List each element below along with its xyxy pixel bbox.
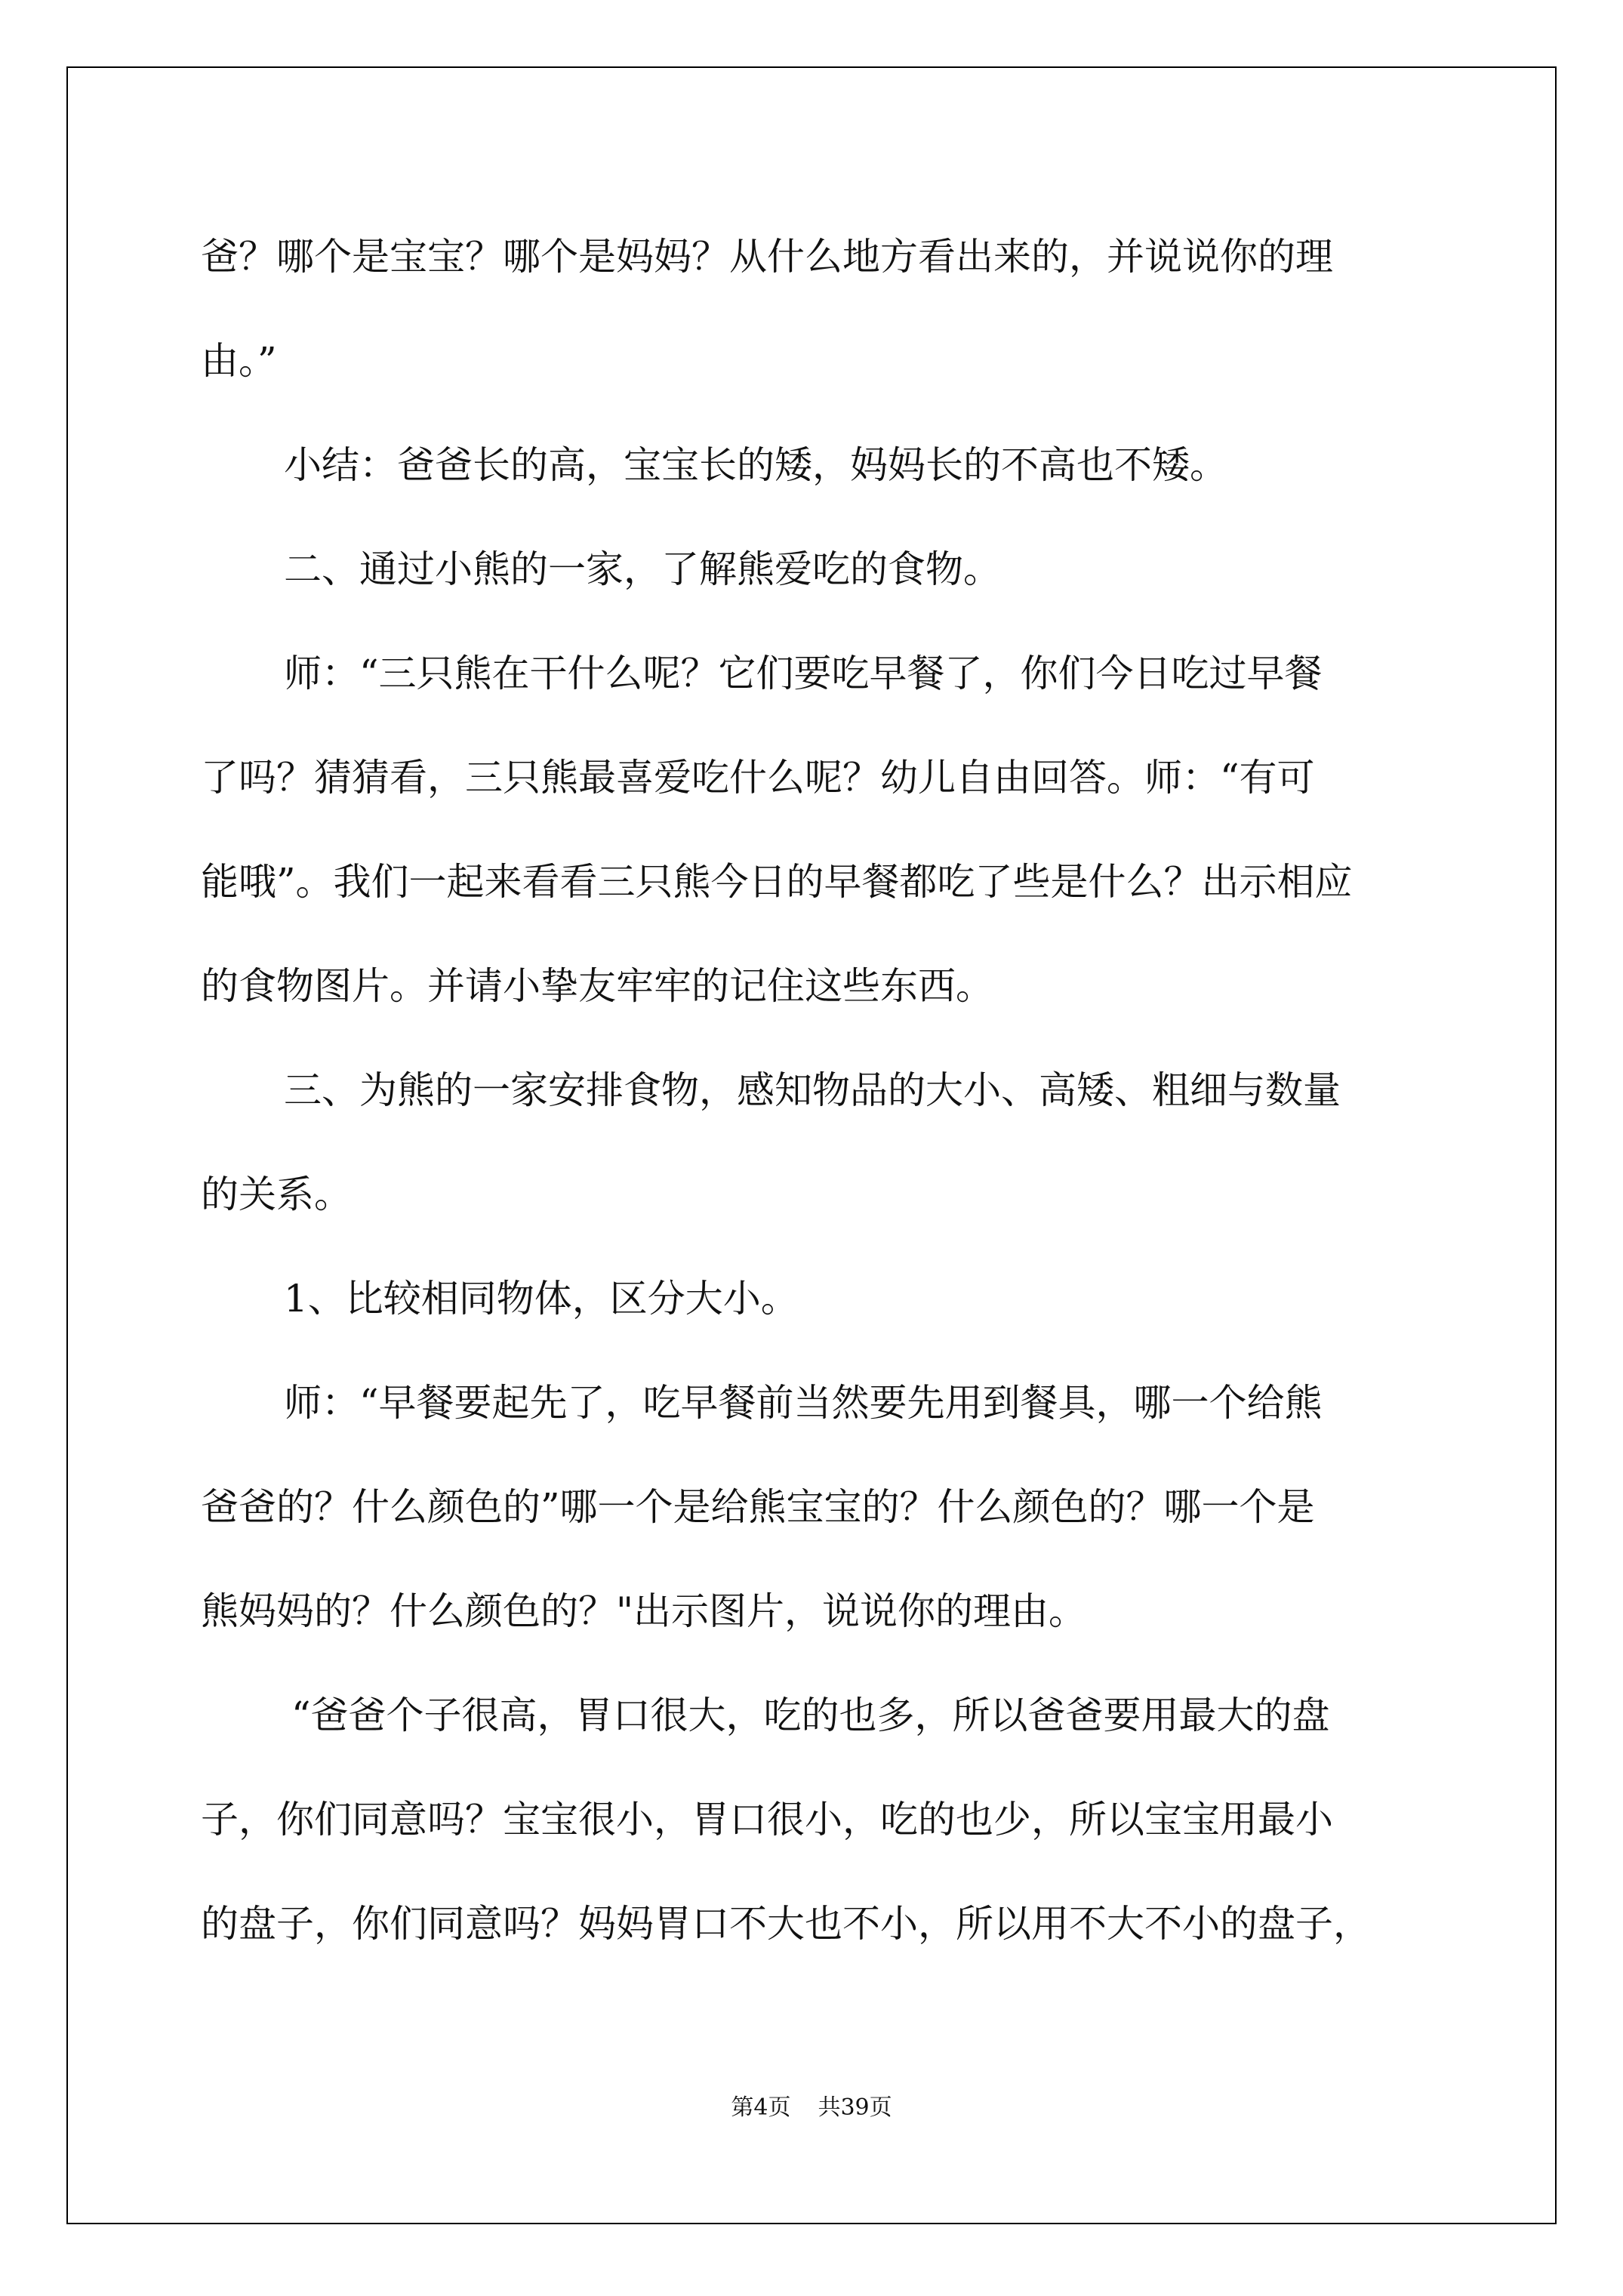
text-line-11: 1、比较相同物体，区分大小。 [284,1277,799,1321]
text-line-7: 能哦”。我们一起来看看三只熊今日的早餐都吃了些是什么？出示相应 [201,860,1353,904]
text-line-4: 二、通过小熊的一家，了解熊爱吃的食物。 [284,547,1001,591]
text-line-16: 子，你们同意吗？宝宝很小，胃口很小，吃的也少，所以宝宝用最小 [201,1798,1333,1841]
text-line-3: 小结：爸爸长的高，宝宝长的矮，妈妈长的不高也不矮。 [284,443,1227,487]
text-line-15: “爸爸个子很高，胃口很大，吃的也多，所以爸爸要用最大的盘 [291,1693,1330,1737]
text-line-6: 了吗？猜猜看，三只熊最喜爱吃什么呢？幼儿自由回答。师：“有可 [201,756,1315,800]
page-number: 第4页 [731,2094,791,2121]
text-line-2: 由。” [201,339,277,383]
page-footer [0,2088,1623,2122]
text-line-13: 爸爸的？什么颜色的”哪一个是给熊宝宝的？什么颜色的？哪一个是 [201,1485,1315,1529]
text-line-1: 爸？哪个是宝宝？哪个是妈妈？从什么地方看出来的，并说说你的理 [201,235,1333,279]
text-line-12: 师：“早餐要起先了，吃早餐前当然要先用到餐具，哪一个给熊 [284,1381,1323,1425]
page-total: 共39页 [818,2094,892,2121]
text-line-5: 师：“三只熊在干什么呢？它们要吃早餐了，你们今日吃过早餐 [284,652,1323,695]
text-line-14: 熊妈妈的？什么颜色的？"出示图片，说说你的理由。 [201,1589,1086,1633]
text-line-10: 的关系。 [201,1173,352,1216]
text-line-17: 的盘子，你们同意吗？妈妈胃口不大也不小，所以用不大不小的盘子， [201,1902,1371,1946]
text-line-9: 三、为熊的一家安排食物，感知物品的大小、高矮、粗细与数量 [284,1068,1341,1112]
text-line-8: 的食物图片。并请小挚友牢牢的记住这些东西。 [201,964,993,1008]
